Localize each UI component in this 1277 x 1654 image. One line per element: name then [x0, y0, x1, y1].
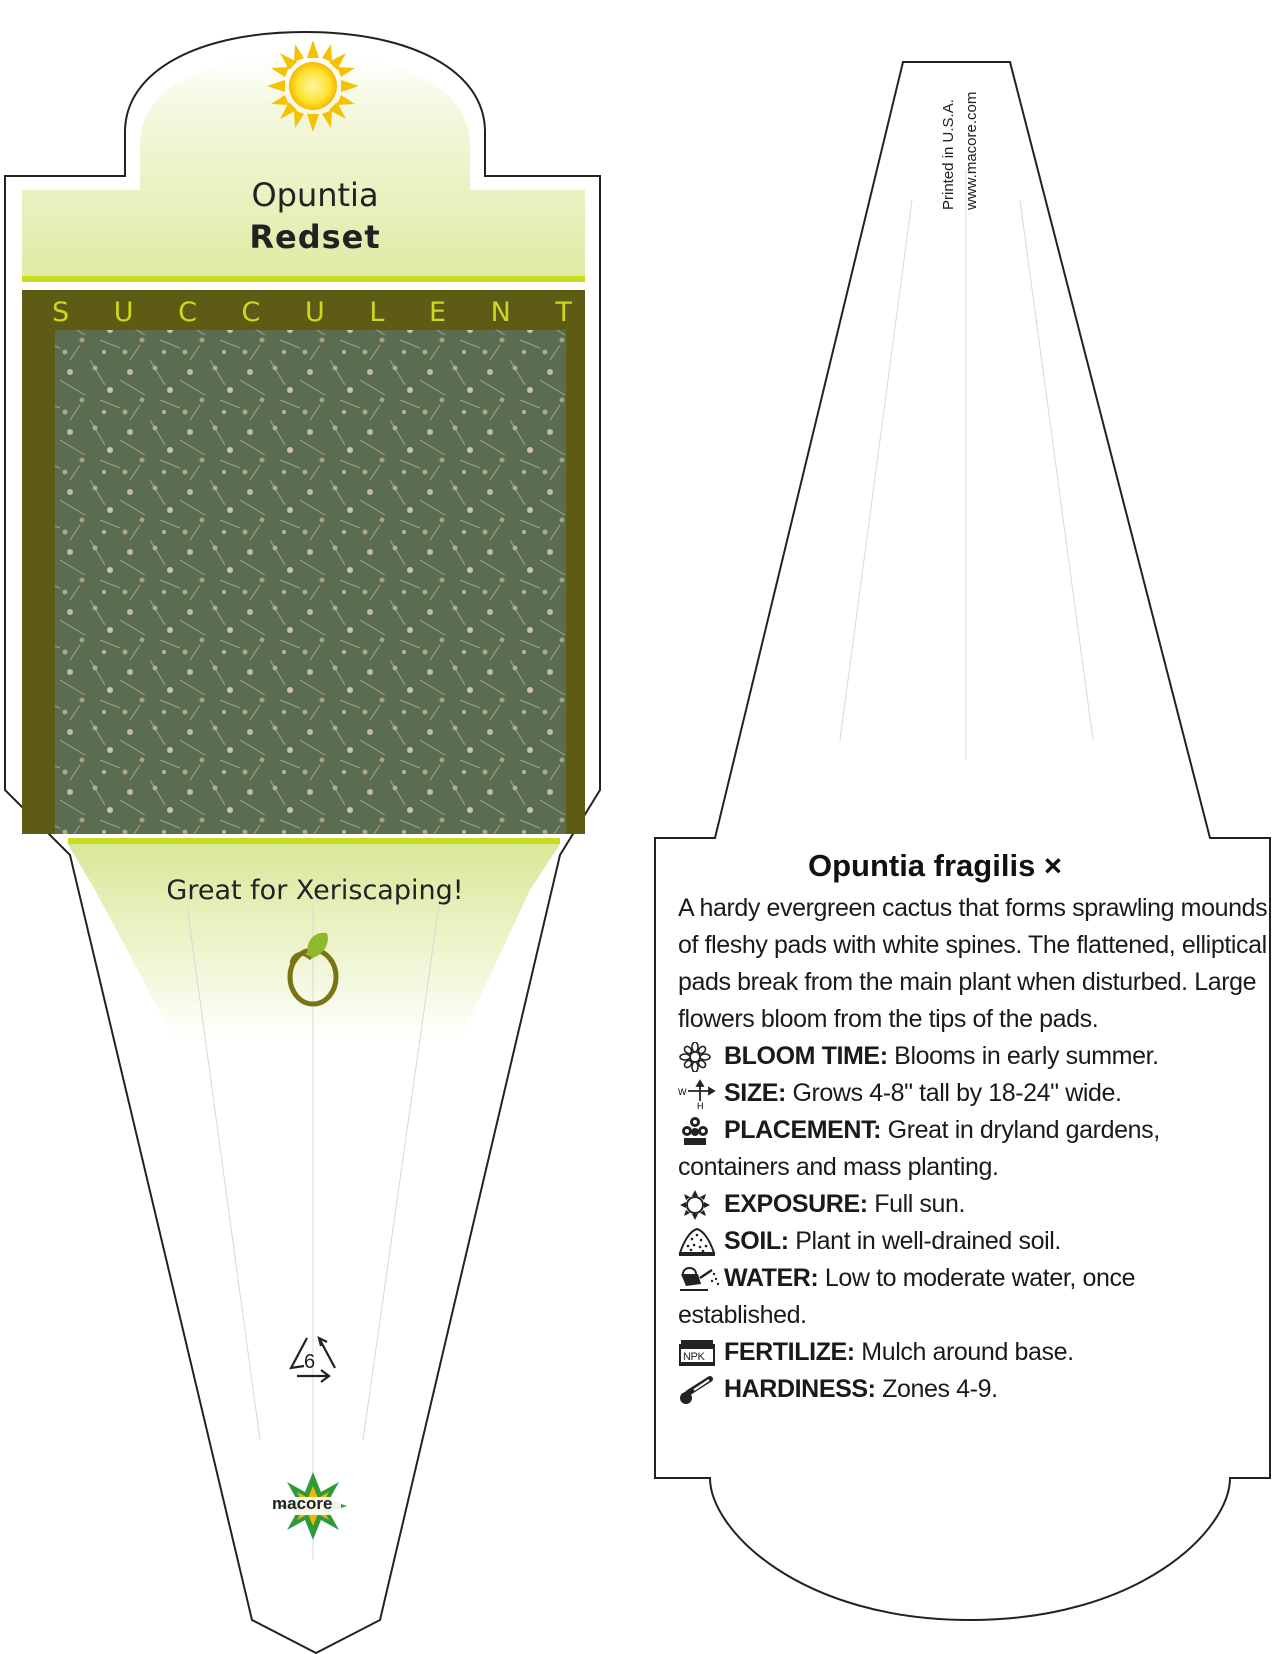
attribute-placement: [678, 1112, 1268, 1186]
category-letter: C: [178, 297, 197, 328]
category-letter: U: [113, 297, 134, 328]
attribute-exposure: [678, 1186, 1268, 1223]
attribute-label: HARDINESS:: [724, 1375, 876, 1403]
attribute-fertilize: [678, 1334, 1268, 1371]
category-letter: C: [241, 297, 261, 328]
placement-icon: [678, 1116, 718, 1146]
genus-name: Opuntia: [251, 176, 379, 214]
description: A hardy evergreen cactus that forms sprawling mounds of fleshy pads with white spines. The flattened, elliptical pads break from the main plant when disturbed. Large flowers bloom from the tips of the pads.: [678, 894, 1268, 1033]
front-lower-divider: [68, 838, 560, 844]
sun-icon: [678, 1190, 718, 1220]
npk-icon: [678, 1338, 718, 1368]
size-arrows-icon: [678, 1079, 718, 1109]
attribute-label: BLOOM TIME:: [724, 1042, 888, 1070]
flower-icon: [678, 1042, 718, 1072]
printed-in-label: Printed in U.S.A.: [940, 99, 957, 210]
category-letter: S: [52, 297, 70, 328]
recycle-number: 6: [304, 1351, 316, 1373]
category-letter: U: [305, 297, 325, 328]
npk-text: NPK: [683, 1351, 705, 1364]
tagline: Great for Xeriscaping!: [166, 875, 464, 906]
size-height-label: H: [697, 1101, 704, 1110]
attribute-water: [678, 1260, 1268, 1334]
cultivar-name: Redset: [249, 218, 381, 256]
attribute-hardiness: [678, 1371, 1268, 1408]
category-label: [52, 297, 572, 328]
thermometer-icon: [678, 1375, 718, 1405]
soil-icon: [678, 1227, 718, 1257]
attribute-label: SOIL:: [724, 1227, 789, 1255]
front-divider-line: [22, 276, 585, 282]
category-letter: N: [490, 297, 511, 328]
attribute-bloom-time: [678, 1038, 1268, 1075]
website-label: www.macore.com: [963, 91, 980, 210]
attribute-value: Plant in well-drained soil.: [788, 1227, 1061, 1255]
category-letter: E: [429, 297, 447, 328]
attribute-value: Great in dryland gardens, containers and mass planting.: [678, 1116, 1160, 1181]
attribute-value: Zones 4-9.: [875, 1375, 998, 1403]
sun-icon: [267, 40, 359, 132]
size-width-label: W: [678, 1087, 687, 1098]
attribute-value: Low to moderate water, once established.: [678, 1264, 1136, 1329]
attribute-value: Mulch around base.: [854, 1338, 1074, 1366]
brand-name: macore: [272, 1494, 333, 1513]
attribute-label: SIZE:: [724, 1079, 786, 1107]
attribute-label: PLACEMENT:: [724, 1116, 882, 1144]
category-letter: T: [555, 297, 572, 328]
attribute-label: EXPOSURE:: [724, 1190, 868, 1218]
botanical-name: Opuntia fragilis ×: [807, 848, 1063, 883]
attribute-label: FERTILIZE:: [724, 1338, 855, 1366]
attribute-value: Grows 4-8" tall by 18-24" wide.: [785, 1079, 1122, 1107]
attribute-soil: [678, 1223, 1268, 1260]
attribute-value: Blooms in early summer.: [887, 1042, 1159, 1070]
attribute-value: Full sun.: [867, 1190, 966, 1218]
category-letter: L: [369, 297, 385, 328]
attribute-size: [678, 1075, 1268, 1112]
attribute-label: WATER:: [724, 1264, 819, 1292]
plant-info: [678, 890, 1268, 1408]
watering-can-icon: [678, 1264, 718, 1294]
